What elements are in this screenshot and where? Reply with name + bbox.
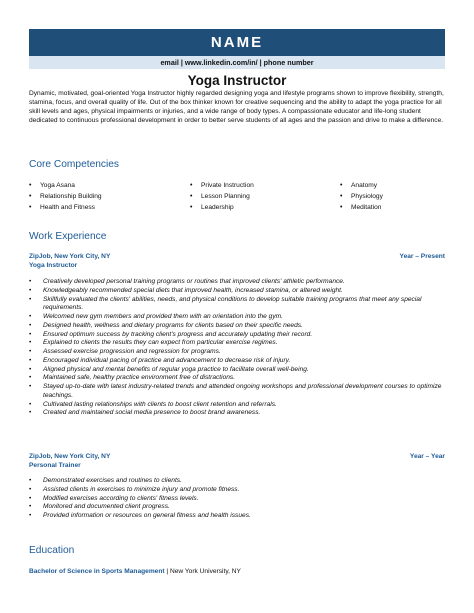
name-banner: NAME <box>29 29 445 56</box>
job-header <box>29 253 445 261</box>
experience-heading: Work Experience <box>29 231 107 242</box>
company-location: ZipJob, New York City, NY <box>29 253 111 260</box>
list-item: • Skillfully evaluated the clients' abilities, needs, and physical conditions to develop suitable training programs that meet any special requirements. <box>29 296 447 314</box>
competency-item: • Relationship Building <box>29 192 102 203</box>
list-item: • Stayed up-to-date with latest industry-related trends and attended ongoing workshops and professional development courses to optimize teachings. <box>29 383 447 401</box>
competency-item: • Private Instruction <box>190 181 254 192</box>
job-dates: Year – Present <box>399 253 445 260</box>
list-item: • Modified exercises according to clients' fitness levels. <box>29 495 447 504</box>
list-item: • Maintained safe, healthy practice environment free of distractions. <box>29 374 447 383</box>
contact-line: email | www.linkedin.com/in/ | phone number <box>29 56 445 69</box>
competencies-column-3 <box>340 181 383 213</box>
competencies-heading: Core Competencies <box>29 159 120 170</box>
competency-item: • Health and Fitness <box>29 203 102 214</box>
education-heading: Education <box>29 545 75 556</box>
competencies-column-1 <box>29 181 102 213</box>
list-item: • Created and maintained social media presence to boost brand awareness. <box>29 409 447 418</box>
degree: Bachelor of Science in Sports Management <box>29 568 165 575</box>
education-entry <box>29 568 241 576</box>
job-dates: Year – Year <box>409 453 445 460</box>
job-role: Personal Trainer <box>29 462 81 469</box>
competency-item: • Lesson Planning <box>190 192 254 203</box>
list-item: • Welcomed new gym members and provided them with an orientation into the gym. <box>29 313 447 322</box>
competency-item: • Meditation <box>340 203 383 214</box>
list-item: • Explained to clients the results they can expect from particular exercise regimes. <box>29 339 447 348</box>
list-item: • Knowledgeably recommended special diets that improved health, increased stamina, or altered weight. <box>29 287 447 296</box>
job-role: Yoga Instructor <box>29 262 78 269</box>
job-header <box>29 453 445 461</box>
list-item: • Assessed exercise progression and regression for programs. <box>29 348 447 357</box>
school: New York University, NY <box>169 568 241 575</box>
education-separator: | <box>166 568 169 575</box>
professional-summary: Dynamic, motivated, goal-oriented Yoga Instructor highly regarded designing yoga and lifestyle programs shown to improve flexibility, strength, stamina, focus, and overall quality of life. Out of the box thinker known for creative sequencing and the ability to adapt the yoga practice for all skill levels and ages, physical impairments or injuries, and a wide range of body types. A compassionate educator and life-long student dedicated to continuous professional development in order to better serve students of all ages and the passion and drive to make a difference. <box>29 90 444 124</box>
job-bullets <box>29 278 447 418</box>
list-item: • Designed health, wellness and dietary programs for clients based on their specific needs. <box>29 322 447 331</box>
list-item: • Aligned physical and mental benefits of regular yoga practice to facilitate overall well-being. <box>29 366 447 375</box>
list-item: • Encouraged individual pacing of practice and advancement to decrease risk of injury. <box>29 357 447 366</box>
job-bullets <box>29 477 447 521</box>
competency-item: • Yoga Asana <box>29 181 102 192</box>
competency-item: • Physiology <box>340 192 383 203</box>
resume-title: Yoga Instructor <box>187 73 287 88</box>
competencies-column-2 <box>190 181 254 213</box>
list-item: • Monitored and documented client progress. <box>29 503 447 512</box>
competency-item: • Anatomy <box>340 181 383 192</box>
list-item: • Demonstrated exercises and routines to clients. <box>29 477 447 486</box>
list-item: • Cultivated lasting relationships with clients to boost client retention and referrals. <box>29 401 447 410</box>
company-location: ZipJob, New York City, NY <box>29 453 111 460</box>
list-item: • Assisted clients in exercises to minimize injury and promote fitness. <box>29 486 447 495</box>
list-item: • Provided information or resources on general fitness and health issues. <box>29 512 447 521</box>
list-item: • Creatively developed personal training programs or routines that improved clients' athletic performance. <box>29 278 447 287</box>
list-item: • Ensured optimum success by tracking client's progress and accurately updating their record. <box>29 331 447 340</box>
competency-item: • Leadership <box>190 203 254 214</box>
